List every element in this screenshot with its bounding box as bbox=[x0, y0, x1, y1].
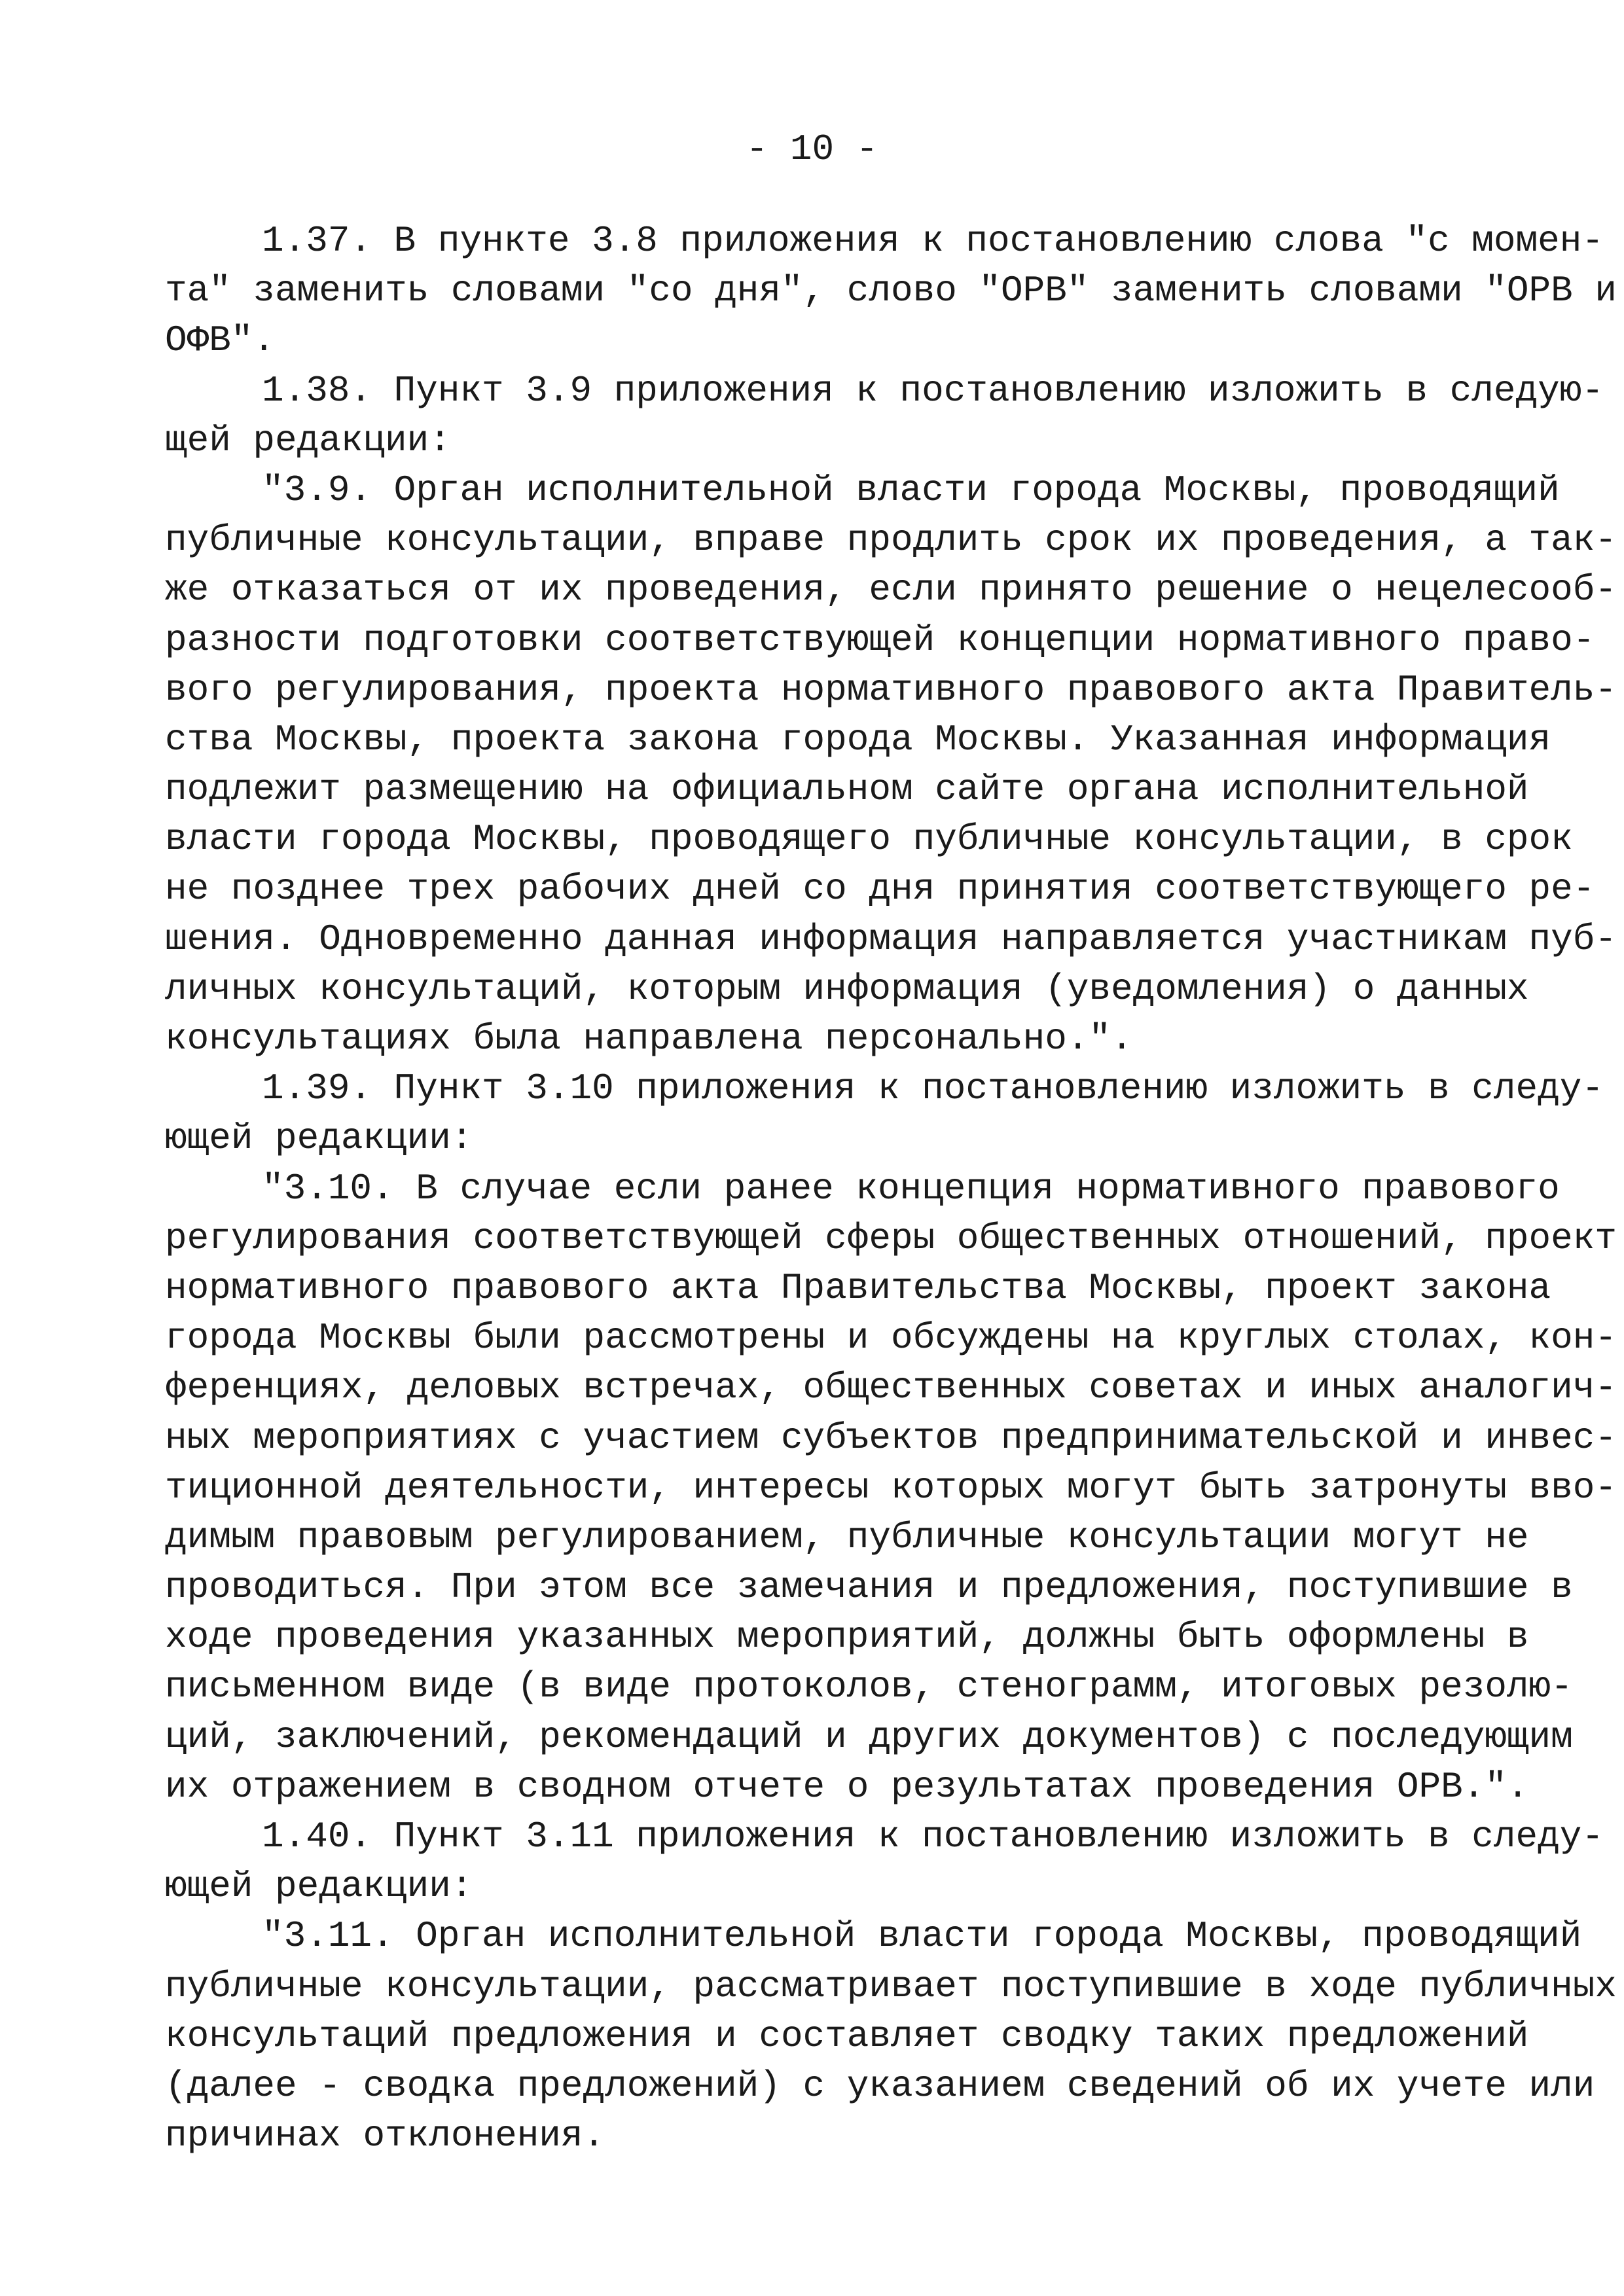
text-line: их отражением в сводном отчете о результатах проведения ОРВ.". bbox=[165, 1765, 1529, 1808]
text-line: ференциях, деловых встречах, общественных советах и иных аналогич- bbox=[165, 1367, 1617, 1409]
text-line: нормативного правового акта Правительства Москвы, проект закона bbox=[165, 1266, 1551, 1309]
text-line: вого регулирования, проекта нормативного правового акта Правитель- bbox=[165, 668, 1617, 711]
text-line: 1.38. Пункт 3.9 приложения к постановлению изложить в следую- bbox=[262, 369, 1604, 412]
text-line: ных мероприятиях с участием субъектов предпринимательской и инвес- bbox=[165, 1416, 1617, 1459]
text-line: разности подготовки соответствующей концепции нормативного право- bbox=[165, 619, 1595, 661]
text-line: ходе проведения указанных мероприятий, должны быть оформлены в bbox=[165, 1616, 1529, 1659]
document-body bbox=[165, 216, 1617, 2161]
text-line: письменном виде (в виде протоколов, стенограмм, итоговых резолю- bbox=[165, 1666, 1573, 1708]
text-line: "3.11. Орган исполнительной власти города Москвы, проводящий bbox=[262, 1915, 1582, 1958]
text-line: ОФВ". bbox=[165, 319, 276, 362]
text-line: публичные консультации, рассматривает поступившие в ходе публичных bbox=[165, 1965, 1617, 2007]
text-line: димым правовым регулированием, публичные консультации могут не bbox=[165, 1516, 1529, 1558]
text-line: ций, заключений, рекомендаций и других документов) с последующим bbox=[165, 1715, 1573, 1758]
text-line: консультациях была направлена персонально.". bbox=[165, 1018, 1133, 1060]
text-line: личных консультаций, которым информация (уведомления) о данных bbox=[165, 967, 1529, 1010]
text-line: 1.37. В пункте 3.8 приложения к постановлению слова "с момен- bbox=[262, 220, 1604, 262]
text-line: проводиться. При этом все замечания и предложения, поступившие в bbox=[165, 1566, 1573, 1609]
text-line: регулирования соответствующей сферы общественных отношений, проект bbox=[165, 1217, 1617, 1259]
text-line: города Москвы были рассмотрены и обсуждены на круглых столах, кон- bbox=[165, 1317, 1617, 1359]
text-line: "3.10. В случае если ранее концепция нормативного правового bbox=[262, 1167, 1560, 1210]
text-line: власти города Москвы, проводящего публичные консультации, в срок bbox=[165, 818, 1573, 861]
text-line: подлежит размещению на официальном сайте органа исполнительной bbox=[165, 768, 1529, 811]
text-line: щей редакции: bbox=[165, 419, 451, 461]
text-line: 1.39. Пункт 3.10 приложения к постановлению изложить в следу- bbox=[262, 1067, 1604, 1110]
text-line: ства Москвы, проекта закона города Москвы. Указанная информация bbox=[165, 718, 1551, 761]
text-line: публичные консультации, вправе продлить срок их проведения, а так- bbox=[165, 519, 1617, 562]
text-line: не позднее трех рабочих дней со дня принятия соответствующего ре- bbox=[165, 868, 1595, 910]
text-line: же отказаться от их проведения, если принято решение о нецелесооб- bbox=[165, 569, 1617, 611]
text-line: "3.9. Орган исполнительной власти города Москвы, проводящий bbox=[262, 469, 1560, 511]
page-number: - 10 - bbox=[746, 128, 878, 170]
text-line: шения. Одновременно данная информация направляется участникам пуб- bbox=[165, 918, 1617, 960]
text-line: ющей редакции: bbox=[165, 1117, 473, 1160]
text-line: 1.40. Пункт 3.11 приложения к постановлению изложить в следу- bbox=[262, 1816, 1604, 1857]
text-line: (далее - сводка предложений) с указанием сведений об их учете или bbox=[165, 2064, 1595, 2107]
text-line: консультаций предложения и составляет сводку таких предложений bbox=[165, 2015, 1529, 2057]
text-line: та" заменить словами "со дня", слово "ОРВ" заменить словами "ОРВ и bbox=[165, 270, 1617, 312]
text-line: тиционной деятельности, интересы которых могут быть затронуты вво- bbox=[165, 1466, 1617, 1509]
text-line: причинах отклонения. bbox=[165, 2115, 605, 2157]
text-line: ющей редакции: bbox=[165, 1865, 473, 1908]
